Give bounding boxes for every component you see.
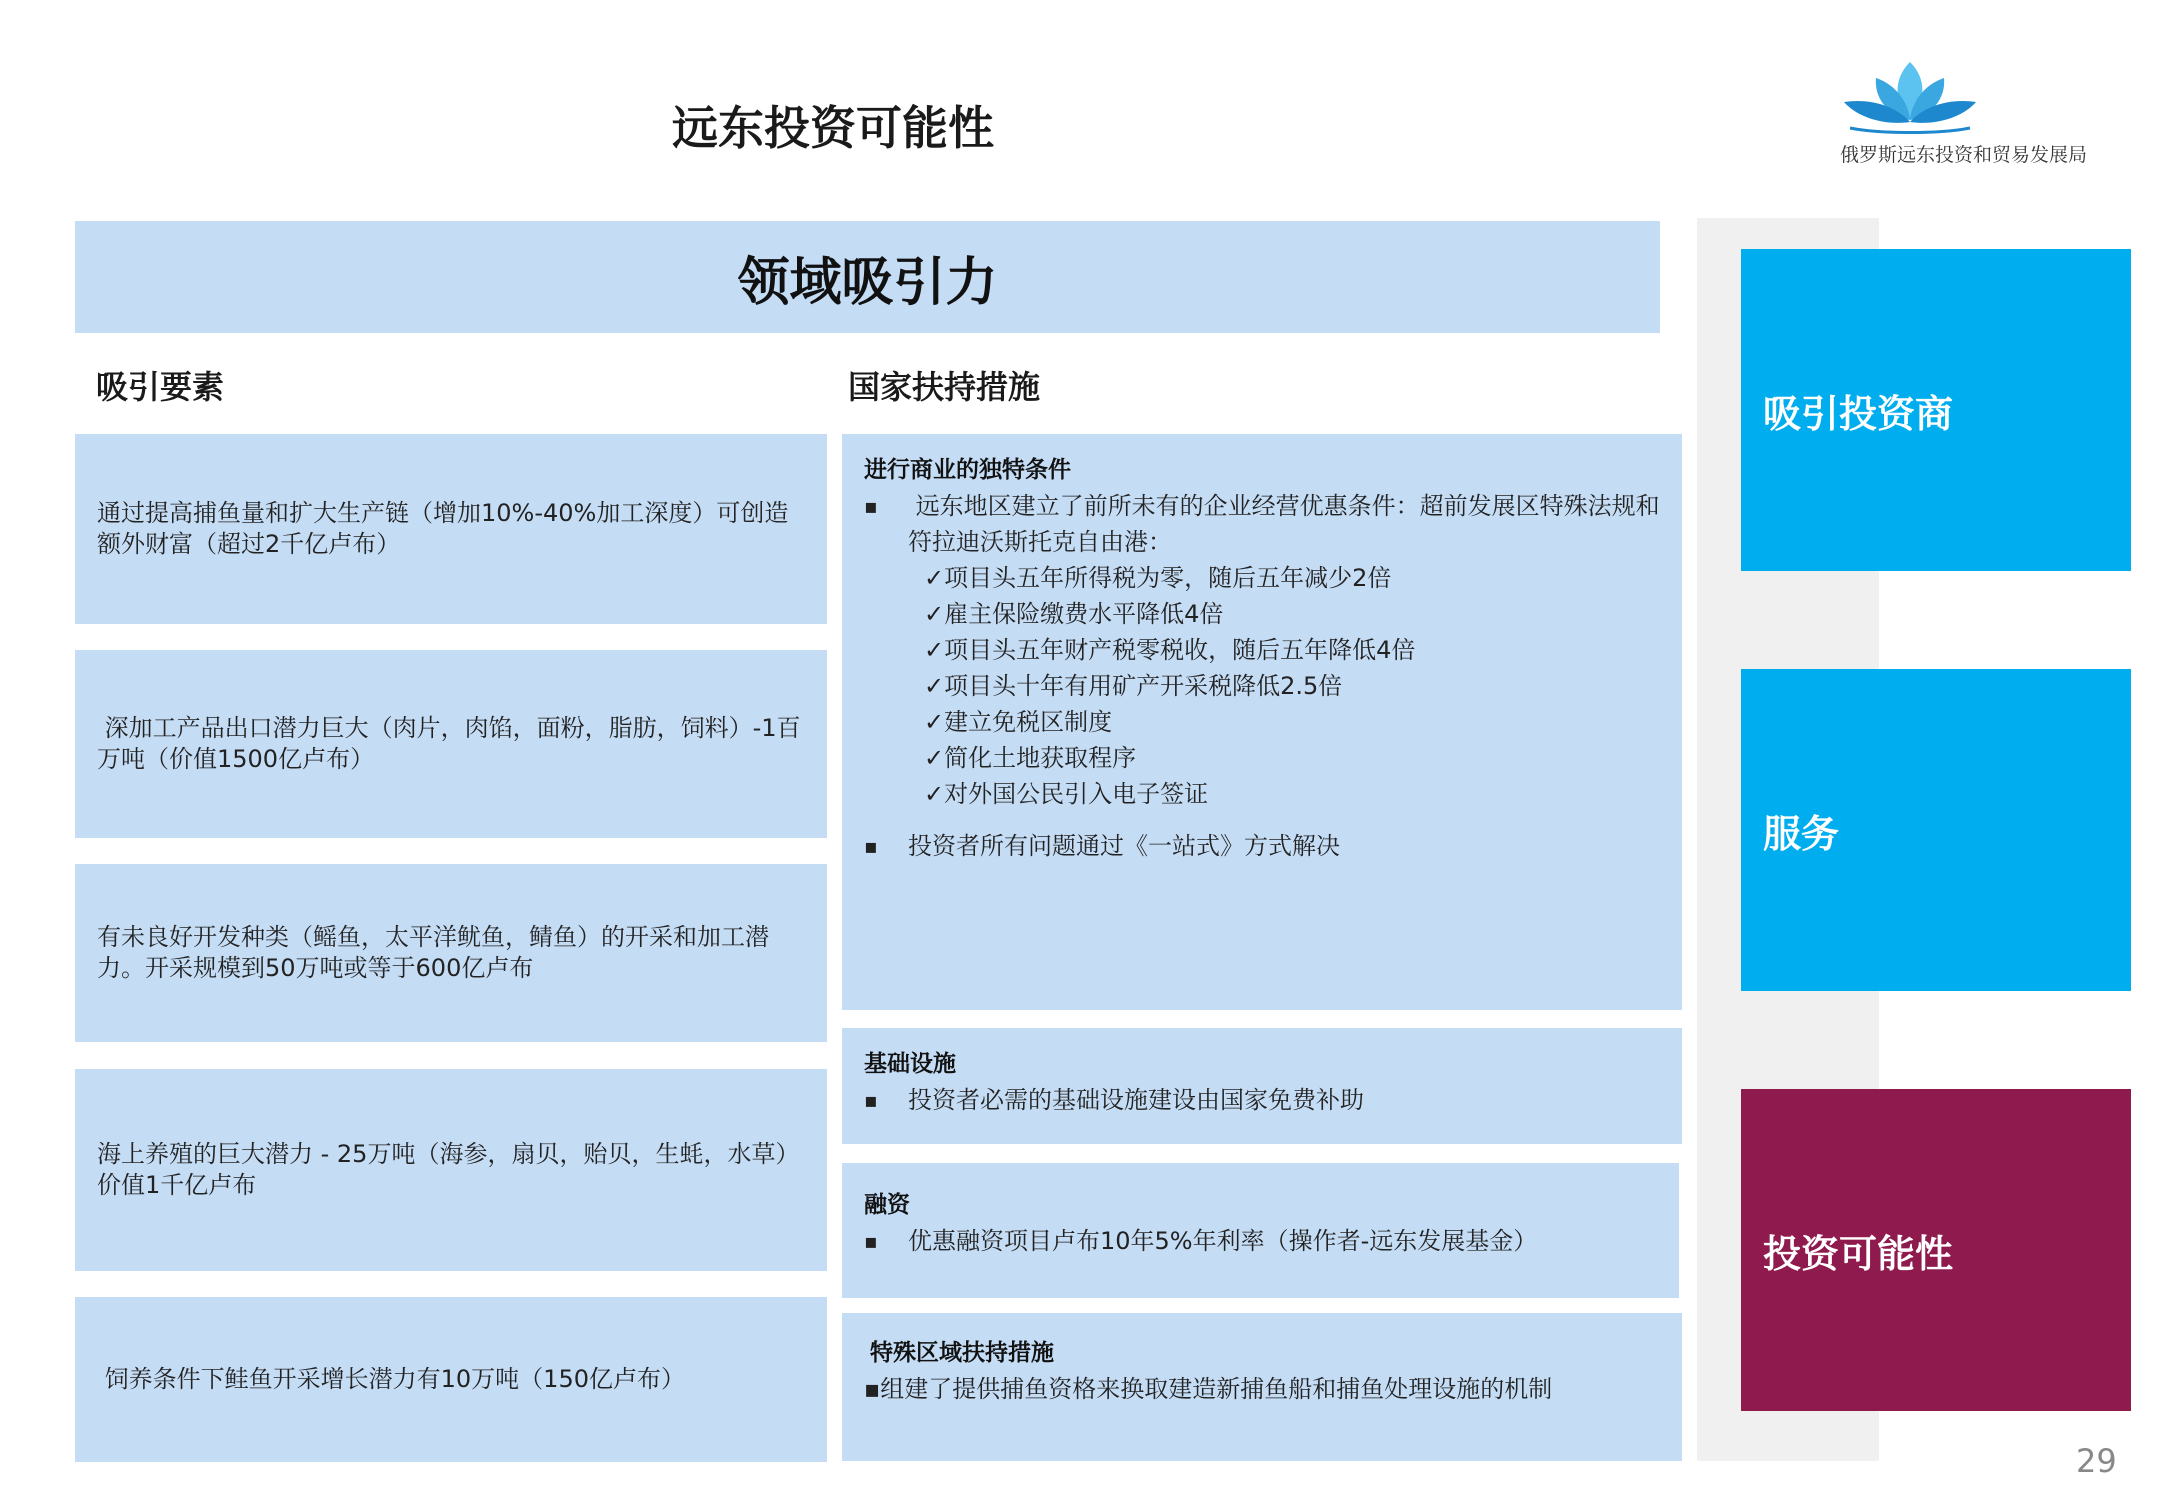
check-item: ✓项目头五年所得税为零，随后五年减少2倍 [924, 564, 1392, 592]
support-bullet: ▪ 投资者必需的基础设施建设由国家免费补助 [864, 1082, 1660, 1118]
support-card-title: 进行商业的独特条件 [864, 457, 1071, 483]
nav-item-label: 吸引投资商 [1763, 391, 1954, 436]
check-item: ✓对外国公民引入电子签证 [924, 780, 1209, 808]
check-item: ✓项目头五年财产税零税收，随后五年降低4倍 [924, 636, 1416, 664]
check-item: ✓建立免税区制度 [924, 708, 1113, 736]
support-bullet: ▪ 优惠融资项目卢布10年5%年利率（操作者-远东发展基金） [864, 1223, 1657, 1259]
nav-item-investment-opportunities[interactable] [1741, 1089, 2131, 1411]
support-text: ▪组建了提供捕鱼资格来换取建造新捕鱼船和捕鱼处理设施的机制 [864, 1375, 1553, 1403]
lotus-logo-icon [1840, 58, 1980, 138]
check-item: ✓简化土地获取程序 [924, 744, 1137, 772]
factor-text: 通过提高捕鱼量和扩大生产链（增加10%-40%加工深度）可创造额外财富（超过2千亿卢布） [97, 499, 789, 558]
support-card-title: 特殊区域扶持措施 [870, 1340, 1054, 1366]
support-card-special-zone [842, 1313, 1682, 1461]
factor-card [75, 864, 827, 1042]
nav-item-services[interactable] [1741, 669, 2131, 991]
factor-text: 海上养殖的巨大潜力 - 25万吨（海参，扇贝，贻贝，生蚝，水草）价值1千亿卢布 [97, 1140, 800, 1199]
factor-card [75, 1069, 827, 1271]
support-bullet: ▪ 投资者所有问题通过《一站式》方式解决 [864, 828, 1660, 864]
factor-card [75, 650, 827, 838]
section-banner: 领域吸引力 [75, 221, 1660, 333]
page-number: 29 [2076, 1442, 2117, 1480]
factor-text: 饲养条件下鲑鱼开采增长潜力有10万吨（150亿卢布） [97, 1365, 685, 1393]
nav-item-attract-investors[interactable] [1741, 249, 2131, 571]
support-card-financing [842, 1163, 1679, 1298]
nav-item-label: 投资可能性 [1763, 1231, 1954, 1276]
support-card-title: 融资 [864, 1192, 910, 1218]
check-item: ✓雇主保险缴费水平降低4倍 [924, 600, 1224, 628]
factor-text: 深加工产品出口潜力巨大（肉片，肉馅，面粉，脂肪，饲料）-1百万吨（价值1500亿卢布） [97, 714, 801, 773]
left-column-heading: 吸引要素 [96, 368, 225, 406]
page-title: 远东投资可能性 [672, 101, 994, 155]
right-column-heading: 国家扶持措施 [848, 368, 1041, 406]
support-bullet: ▪ 远东地区建立了前所未有的企业经营优惠条件：超前发展区特殊法规和符拉迪沃斯托克自由港： [864, 488, 1660, 560]
support-card-business [842, 434, 1682, 1010]
check-item: ✓项目头十年有用矿产开采税降低2.5倍 [924, 672, 1343, 700]
organization-name: 俄罗斯远东投资和贸易发展局 [1840, 144, 2088, 166]
nav-item-label: 服务 [1763, 811, 1840, 856]
support-card-title: 基础设施 [864, 1051, 956, 1077]
factor-card [75, 1297, 827, 1462]
factor-text: 有未良好开发种类（鳐鱼，太平洋鱿鱼，鲭鱼）的开采和加工潜力。开采规模到50万吨或等于600亿卢布 [97, 923, 769, 982]
factor-card [75, 434, 827, 624]
support-card-infrastructure [842, 1028, 1682, 1144]
